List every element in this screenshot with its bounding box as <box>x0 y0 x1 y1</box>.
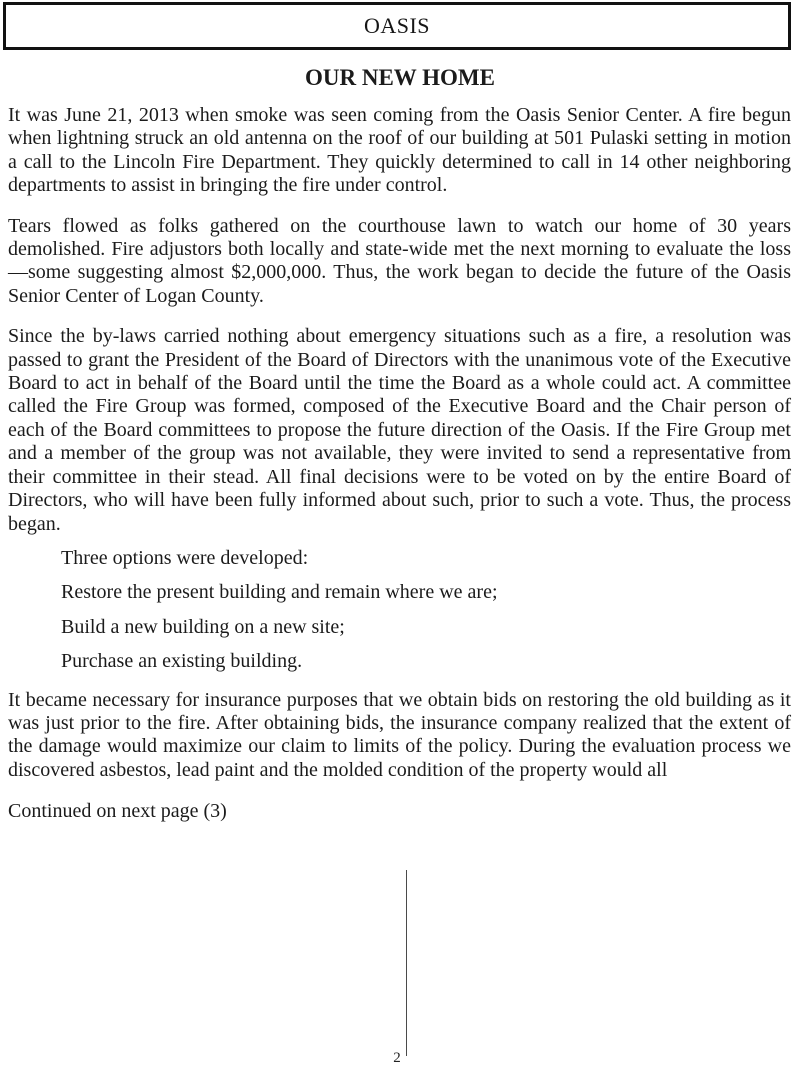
options-intro: Three options were developed: <box>61 546 309 569</box>
option-build: Build a new building on a new site; <box>61 615 345 638</box>
option-restore: Restore the present building and remain where we are; <box>61 581 498 604</box>
paragraph-fire: It was June 21, 2013 when smoke was seen coming from the Oasis Senior Center. A fire begun when lightning struck an old antenna on the roof of our building at 501 Pulaski setting in motion a call to the Lincoln Fire Department. They quickly determined to call in 14 other neighboring departments to assist in bringing the fire under control. <box>8 104 791 197</box>
paragraph-insurance: It became necessary for insurance purposes that we obtain bids on restoring the old building as it was just prior to the fire. After obtaining bids, the insurance company realized that the extent of the damage would maximize our claim to limits of the policy. During the evaluation process we discovered asbestos, lead paint and the molded condition of the property would all <box>8 688 791 781</box>
article-content <box>8 104 791 824</box>
page-number: 2 <box>393 1050 401 1066</box>
masthead-box <box>3 2 791 50</box>
masthead-title: OASIS <box>363 13 431 38</box>
column-divider-line <box>406 870 407 1056</box>
continued-note: Continued on next page (3) <box>8 800 227 823</box>
page-title: OUR NEW HOME <box>305 65 495 90</box>
page-body <box>0 50 800 824</box>
paragraph-tears: Tears flowed as folks gathered on the courthouse lawn to watch our home of 30 years demolished. Fire adjustors both locally and state-wide met the next morning to evaluate the loss—some suggesting almost $2,000,000. Thus, the work began to decide the future of the Oasis Senior Center of Logan County. <box>8 214 791 307</box>
option-purchase: Purchase an existing building. <box>61 650 303 673</box>
paragraph-bylaws: Since the by-laws carried nothing about emergency situations such as a fire, a resolution was passed to grant the President of the Board of Directors with the unanimous vote of the Executive Board to act in behalf of the Board until the time the Board as a whole could act. A committee called the Fire Group was formed, composed of the Executive Board and the Chair person of each of the Board committees to propose the future direction of the Oasis. If the Fire Group met and a member of the group was not available, they were invited to send a representative from their committee in their stead. All final decisions were to be voted on by the entire Board of Directors, who will have been fully informed about such, prior to such a vote. Thus, the process began. <box>8 325 791 535</box>
